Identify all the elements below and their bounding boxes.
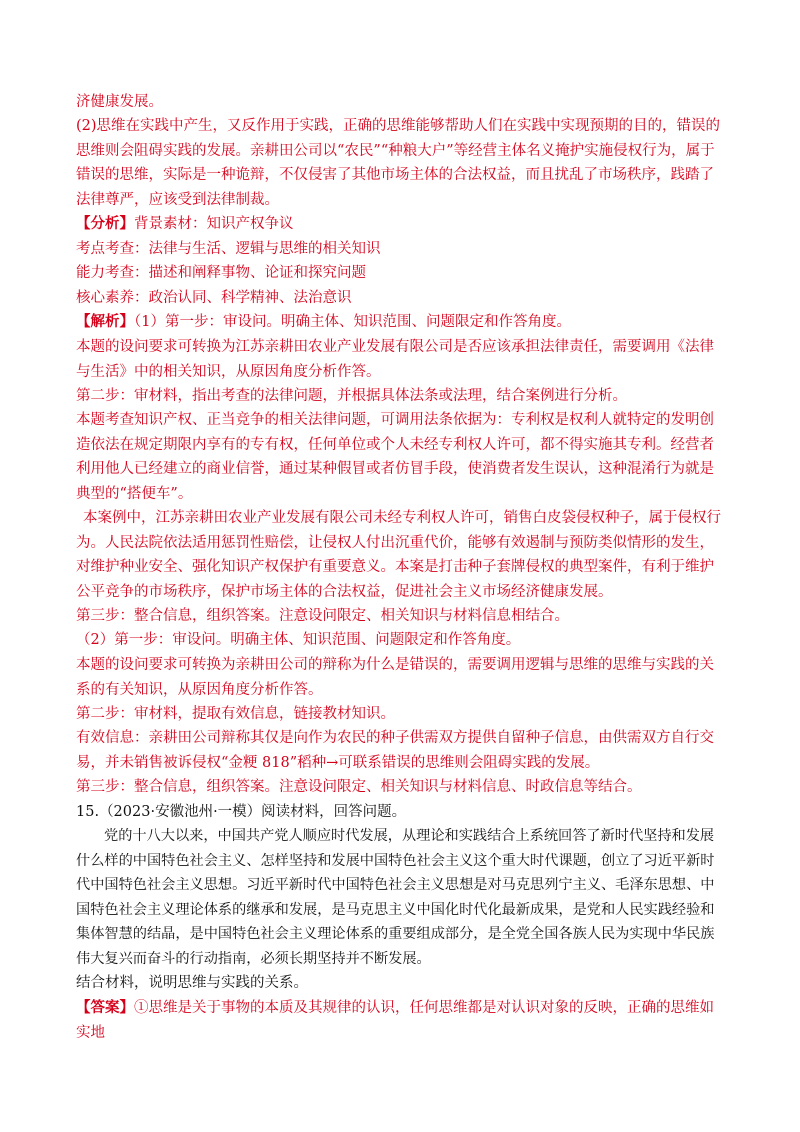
question-15-header [76,800,728,825]
nengli-line: 能力考查：描述和阐释事物、论证和探究问题 [76,265,366,281]
suyang-line: 核心素养：政治认同、科学精神、法治意识 [76,290,352,306]
question-source: （2023·安徽池州·一模）阅读材料，回答问题。 [99,804,407,820]
effective-info-paragraph: 有效信息：亲耕田公司辩称其仅是向作为农民的种子供需双方提供自留种子信息，由供需双方自行交易，并未销售被诉侵权“金粳 818”稻种→可联系错误的思维则会阻碍实践的发展。 [76,730,714,771]
answer-part-2: (2)思维在实践中产生，又反作用于实践，正确的思维能够帮助人们在实践中实现预期的目的，错误的思维则会阻碍实践的发展。亲耕田公司以“农民”“种粮大户”等经营主体名义掩护实施侵权行为，属于错误的思维，实际是一种诡辩，不仅侵害了其他市场主体的合法权益，而且扰乱了市场秩序，践踏了法律尊严，应该受到法律制裁。 [76,118,721,208]
case-paragraph: 本案例中，江苏亲耕田农业产业发展有限公司未经专利权人许可，销售白皮袋侵权种子，属于侵权行为。人民法院依法适用惩罚性赔偿，让侵权人付出沉重代价，能够有效遏制与预防类似情形的发生，对维护种业安全、强化知识产权保护有重要意义。本案是打击种子套牌侵权的典型案件，有利于维护公平竞争的市场秩序，保护市场主体的合法权益，促进社会主义市场经济健康发展。 [76,510,721,600]
jiexi-text: （1）第一步：审设问。明确主体、知识范围、问题限定和作答角度。 [134,314,571,330]
kaodian-line: 考点考查：法律与生活、逻辑与思维的相关知识 [76,241,381,257]
analysis-line [76,212,728,237]
answer-text: ①思维是关于事物的本质及其规律的认识，任何思维都是对认识对象的反映，正确的思维如实地 [76,1000,714,1041]
q2-conversion: 本题的设问要求可转换为亲耕田公司的辩称为什么是错误的，需要调用逻辑与思维的思维与实践的关系的有关知识，从原因角度分析作答。 [76,657,714,698]
q2-step1-line: （2）第一步：审设问。明确主体、知识范围、问题限定和作答角度。 [76,632,521,648]
q1-conversion: 本题的设问要求可转换为江苏亲耕田农业产业发展有限公司是否应该承担法律责任，需要调用《法律与生活》中的相关知识，从原因角度分析作答。 [76,339,714,380]
law-basis-paragraph: 本题考查知识产权、正当竞争的相关法律问题，可调用法条依据为：专利权是权利人就特定的发明创造依法在规定期限内享有的专有权，任何单位或个人未经专利权人许可，都不得实施其专利。经营者利用他人已经建立的商业信誉，通过某种假冒或者仿冒手段，使消费者发生误认，这种混淆行为就是典型的“搭便车”。 [76,412,714,502]
answer-line [76,996,728,1045]
continued-paragraph: 济健康发展。 [76,94,163,110]
answer-tag: 【答案】 [76,999,134,1016]
jiexi-line [76,310,728,335]
analysis-text: 背景素材：知识产权争议 [134,216,294,232]
step3-line-a: 第三步：整合信息，组织答案。注意设问限定、相关知识与材料信息相结合。 [76,608,569,624]
step3-line-b: 第三步：整合信息，组织答案。注意设问限定、相关知识与材料信息、时政信息等结合。 [76,779,642,795]
step2-line-b: 第二步：审材料，提取有效信息，链接教材知识。 [76,706,395,722]
analysis-tag: 【分析】 [76,215,134,232]
material-paragraph: 党的十八大以来，中国共产党人顺应时代发展，从理论和实践结合上系统回答了新时代坚持和发展什么样的中国特色社会主义、怎样坚持和发展中国特色社会主义这个重大时代课题，创立了习近平新时代中国特色社会主义思想。习近平新时代中国特色社会主义思想是对马克思列宁主义、毛泽东思想、中国特色社会主义理论体系的继承和发展，是马克思主义中国化时代化最新成果，是党和人民实践经验和集体智慧的结晶，是中国特色社会主义理论体系的重要组成部分，是全党全国各族人民为实现中华民族伟大复兴而奋斗的行动指南，必须长期坚持并不断发展。 [76,828,715,967]
step2-line-a: 第二步：审材料，指出考查的法律问题，并根据具体法条或法理，结合案例进行分析。 [76,388,627,404]
question-number: 15. [76,804,100,820]
jiexi-tag: 【解析】 [76,313,134,330]
question-prompt: 结合材料，说明思维与实践的关系。 [76,975,308,991]
